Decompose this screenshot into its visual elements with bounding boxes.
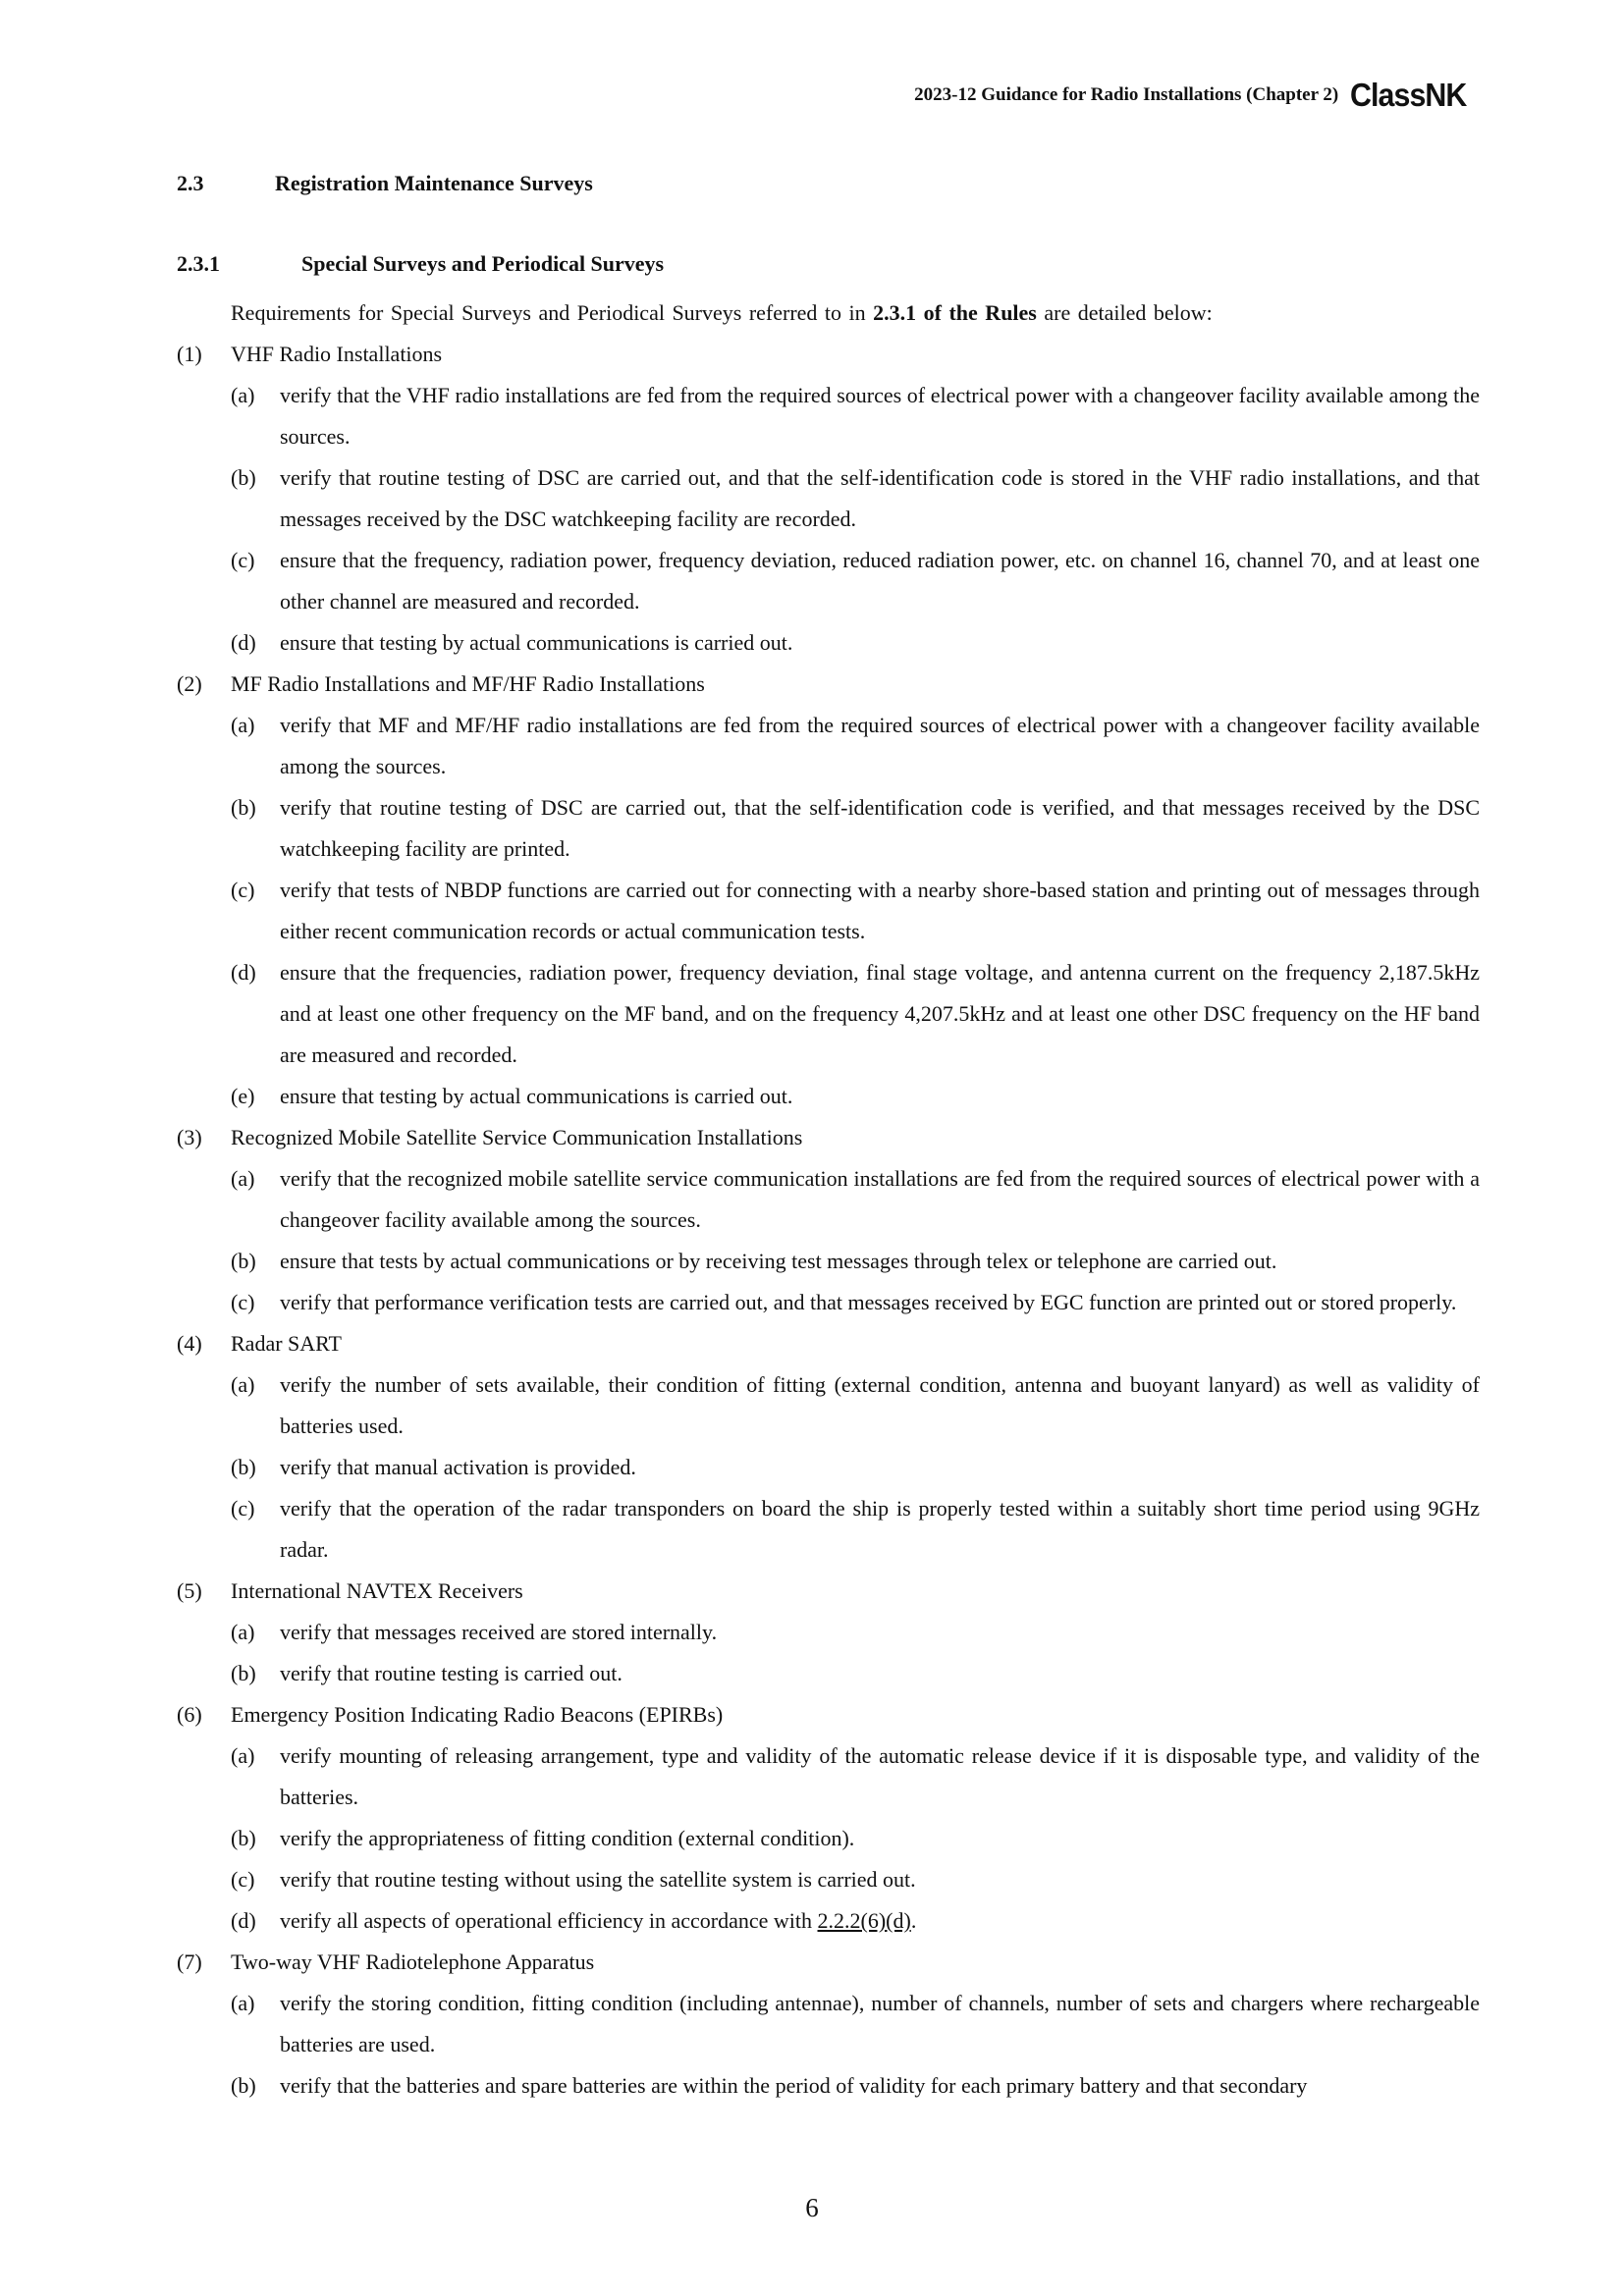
- sub-item-letter: (c): [231, 548, 255, 572]
- sub-item-text: [280, 1900, 1480, 1942]
- sub-item-body: verify that the batteries and spare batteries are within the period of validity for each primary battery and that secondary: [280, 2073, 1308, 2098]
- item-label: Radar SART: [231, 1331, 342, 1356]
- sub-item-body: ensure that testing by actual communications is carried out.: [280, 1084, 793, 1108]
- sub-item-body: verify that routine testing without using the satellite system is carried out.: [280, 1867, 916, 1892]
- sub-item-text: [280, 1241, 1480, 1282]
- item-label: Two-way VHF Radiotelephone Apparatus: [231, 1949, 595, 1974]
- subsection-title: Special Surveys and Periodical Surveys: [301, 251, 665, 276]
- sub-item-letter: (c): [231, 1496, 255, 1521]
- sub-item-body: verify the appropriateness of fitting condition (external condition).: [280, 1826, 855, 1850]
- sub-item-text: [280, 375, 1480, 457]
- sub-item: [0, 1612, 1624, 1653]
- sub-item: [0, 787, 1624, 870]
- sub-item-text: [280, 787, 1480, 870]
- sub-item: [0, 1735, 1624, 1818]
- sub-item: [0, 1282, 1624, 1323]
- sub-item-letter: (b): [231, 2073, 256, 2098]
- sub-item-letter: (a): [231, 1372, 255, 1397]
- sub-item-text: [280, 952, 1480, 1076]
- classnk-logo: ClassNK: [1350, 77, 1467, 113]
- sub-item-letter: (a): [231, 1620, 255, 1644]
- sub-item-letter: (d): [231, 1908, 256, 1933]
- item-number: (1): [177, 342, 202, 366]
- sub-item-text: [280, 870, 1480, 952]
- item-label: MF Radio Installations and MF/HF Radio Installations: [231, 671, 705, 696]
- item-number: (2): [177, 671, 202, 696]
- item-number: (7): [177, 1949, 202, 1974]
- sub-item: [0, 1158, 1624, 1241]
- header-title: 2023-12 Guidance for Radio Installations (Chapter 2): [914, 84, 1339, 105]
- sub-item: [0, 375, 1624, 457]
- sub-item-text: [280, 1653, 1480, 1694]
- list-item: [0, 1942, 1624, 1983]
- sub-item: [0, 1818, 1624, 1859]
- sub-item: [0, 1488, 1624, 1571]
- sub-item-body: ensure that tests by actual communications or by receiving test messages through telex or telephone are carried out.: [280, 1249, 1277, 1273]
- item-label: VHF Radio Installations: [231, 342, 443, 366]
- sub-item-letter: (b): [231, 1249, 256, 1273]
- sub-item: [0, 2065, 1624, 2107]
- sub-item-body: verify that performance verification tests are carried out, and that messages received by EGC function are printed out or stored properly.: [280, 1290, 1457, 1314]
- sub-item-body: verify the number of sets available, their condition of fitting (external condition, antenna and buoyant lanyard) as well as validity of batteries used.: [280, 1372, 1480, 1438]
- intro-text-after: are detailed below:: [1036, 300, 1213, 325]
- sub-item-body: verify that routine testing is carried out.: [280, 1661, 623, 1685]
- sub-item-letter: (a): [231, 1991, 255, 2015]
- document-body: [0, 171, 1624, 2107]
- sub-item-text: [280, 1735, 1480, 1818]
- sub-item-body: verify the storing condition, fitting condition (including antennae), number of channels, number of sets and chargers where rechargeable batteries are used.: [280, 1991, 1480, 2056]
- sub-item-letter: (b): [231, 1455, 256, 1479]
- sub-item: [0, 457, 1624, 540]
- list-item: [0, 1571, 1624, 1612]
- sub-item-body: ensure that the frequency, radiation power, frequency deviation, reduced radiation power, etc. on channel 16, channel 70, and at least one other channel are measured and recorded.: [280, 548, 1480, 614]
- sub-item-letter: (a): [231, 1743, 255, 1768]
- sub-item-letter: (c): [231, 878, 255, 902]
- item-number: (5): [177, 1578, 202, 1603]
- sub-item-text: [280, 1447, 1480, 1488]
- sub-item-body: verify that messages received are stored internally.: [280, 1620, 718, 1644]
- sub-item-text: [280, 540, 1480, 622]
- sub-item-body: verify that manual activation is provided.: [280, 1455, 636, 1479]
- list-item: [0, 334, 1624, 375]
- item-number: (4): [177, 1331, 202, 1356]
- section-heading: [0, 171, 1624, 198]
- sub-item-text: [280, 1282, 1480, 1323]
- sub-item: [0, 1900, 1624, 1942]
- item-number: (3): [177, 1125, 202, 1149]
- sub-item-body: verify mounting of releasing arrangement, type and validity of the automatic release device if it is disposable type, and validity of the batteries.: [280, 1743, 1480, 1809]
- sub-item-text: [280, 1076, 1480, 1117]
- sub-item-tail: .: [910, 1908, 917, 1933]
- page-header: [914, 77, 1477, 114]
- sub-item: [0, 870, 1624, 952]
- sub-item: [0, 1076, 1624, 1117]
- page-number: 6: [805, 2193, 819, 2222]
- sub-item: [0, 1241, 1624, 1282]
- item-label: Emergency Position Indicating Radio Beacons (EPIRBs): [231, 1702, 724, 1727]
- cross-reference-link[interactable]: 2.2.2(6)(d): [817, 1908, 911, 1933]
- sub-item-text: [280, 1859, 1480, 1900]
- sub-item-text: [280, 457, 1480, 540]
- sub-item-body: verify that tests of NBDP functions are carried out for connecting with a nearby shore-based station and printing out of messages through either recent communication records or actual communication tests.: [280, 878, 1480, 943]
- sub-item-body: ensure that testing by actual communications is carried out.: [280, 630, 793, 655]
- sub-item: [0, 952, 1624, 1076]
- sub-item-letter: (d): [231, 960, 256, 985]
- section-title: Registration Maintenance Surveys: [275, 171, 593, 195]
- section-number: 2.3: [177, 171, 204, 195]
- sub-item-letter: (b): [231, 1826, 256, 1850]
- sub-item: [0, 1859, 1624, 1900]
- sub-item-text: [280, 1158, 1480, 1241]
- sub-item-letter: (b): [231, 795, 256, 820]
- sub-item: [0, 1364, 1624, 1447]
- sub-item: [0, 540, 1624, 622]
- sub-item-letter: (b): [231, 1661, 256, 1685]
- sub-item-text: [280, 2065, 1480, 2107]
- sub-item-text: [280, 1364, 1480, 1447]
- sub-item: [0, 1447, 1624, 1488]
- intro-paragraph: [0, 293, 1624, 334]
- sub-item-body: verify that routine testing of DSC are carried out, that the self-identification code is verified, and that messages received by the DSC watchkeeping facility are printed.: [280, 795, 1480, 861]
- sub-item-body: verify that routine testing of DSC are carried out, and that the self-identification code is stored in the VHF radio installations, and that messages received by the DSC watchkeeping facility are recorded.: [280, 465, 1480, 531]
- sub-item-letter: (b): [231, 465, 256, 490]
- sub-item-letter: (d): [231, 630, 256, 655]
- subsection-number: 2.3.1: [177, 251, 220, 276]
- item-label: International NAVTEX Receivers: [231, 1578, 523, 1603]
- sub-item-letter: (a): [231, 383, 255, 407]
- list-item: [0, 1694, 1624, 1735]
- sub-item-text: [280, 1612, 1480, 1653]
- list-item: [0, 1117, 1624, 1158]
- sub-item-body: verify that the VHF radio installations are fed from the required sources of electrical power with a changeover facility available among the sources.: [280, 383, 1480, 449]
- sub-item-text: [280, 705, 1480, 787]
- requirements-list: [0, 334, 1624, 2107]
- sub-item-letter: (c): [231, 1867, 255, 1892]
- item-label: Recognized Mobile Satellite Service Communication Installations: [231, 1125, 803, 1149]
- sub-item-body: verify that the operation of the radar transponders on board the ship is properly tested within a suitably short time period using 9GHz radar.: [280, 1496, 1480, 1562]
- sub-item-text: [280, 1983, 1480, 2065]
- sub-item: [0, 622, 1624, 664]
- sub-item-letter: (c): [231, 1290, 255, 1314]
- sub-item: [0, 1983, 1624, 2065]
- intro-rules-reference: 2.3.1 of the Rules: [873, 300, 1037, 325]
- subsection-heading: [0, 251, 1624, 279]
- sub-item-letter: (a): [231, 713, 255, 737]
- sub-item: [0, 1653, 1624, 1694]
- list-item: [0, 664, 1624, 705]
- sub-item-letter: (a): [231, 1166, 255, 1191]
- sub-item-text: [280, 622, 1480, 664]
- sub-item-body: verify that the recognized mobile satellite service communication installations are fed from the required sources of electrical power with a changeover facility available among the sources.: [280, 1166, 1480, 1232]
- list-item: [0, 1323, 1624, 1364]
- sub-item-text: [280, 1488, 1480, 1571]
- sub-item-body: verify all aspects of operational efficiency in accordance with: [280, 1908, 818, 1933]
- sub-item-body: ensure that the frequencies, radiation power, frequency deviation, final stage voltage, and antenna current on the frequency 2,187.5kHz and at least one other frequency on the MF band, and on the frequency 4,207.5kHz and at least one other DSC frequency on the HF band are measured and recorded.: [280, 960, 1480, 1067]
- sub-item-letter: (e): [231, 1084, 255, 1108]
- sub-item: [0, 705, 1624, 787]
- item-number: (6): [177, 1702, 202, 1727]
- intro-text-before: Requirements for Special Surveys and Periodical Surveys referred to in: [231, 300, 874, 325]
- sub-item-text: [280, 1818, 1480, 1859]
- sub-item-body: verify that MF and MF/HF radio installations are fed from the required sources of electrical power with a changeover facility available among the sources.: [280, 713, 1480, 778]
